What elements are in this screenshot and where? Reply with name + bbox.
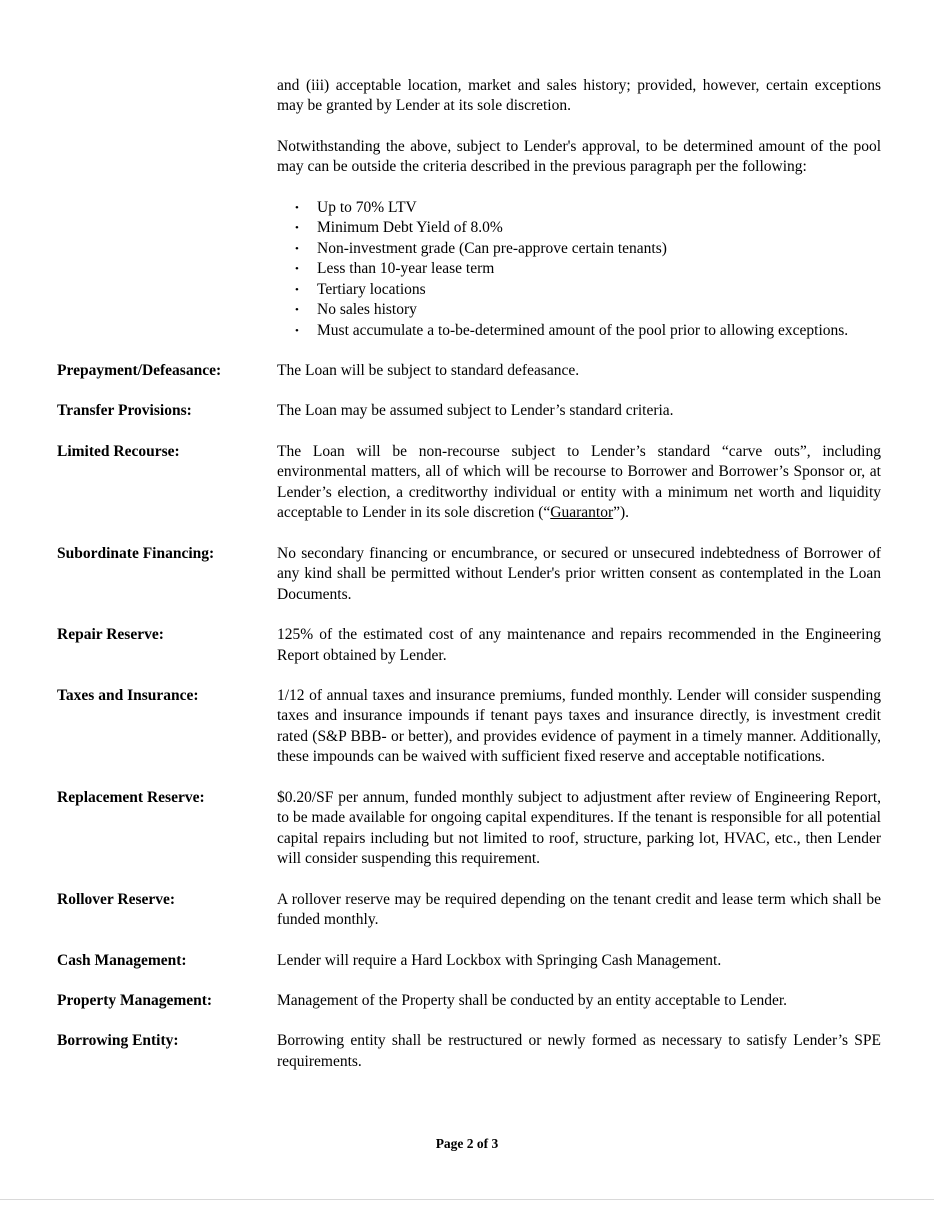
term-text xyxy=(277,442,881,524)
bullet-icon: • xyxy=(295,242,299,255)
list-item xyxy=(277,198,881,218)
term-text: Management of the Property shall be conducted by an entity acceptable to Lender. xyxy=(277,991,788,1009)
term-label: Subordinate Financing: xyxy=(57,544,215,562)
list-item-text: Less than 10-year lease term xyxy=(317,260,495,278)
continuation-text-column xyxy=(277,76,881,341)
term-row-borrowing-entity xyxy=(57,1031,881,1072)
guarantor-defined-term: Guarantor xyxy=(550,504,614,522)
term-text: The Loan will be subject to standard defeasance. xyxy=(277,361,580,379)
term-text: Lender will require a Hard Lockbox with Springing Cash Management. xyxy=(277,951,722,969)
term-row-replacement-reserve xyxy=(57,788,881,870)
term-row-property-management xyxy=(57,991,881,1011)
term-text: A rollover reserve may be required depending on the tenant credit and lease term which shall be funded monthly. xyxy=(277,890,881,929)
term-row-transfer-provisions xyxy=(57,401,881,421)
continuation-block xyxy=(57,76,881,341)
bullet-icon: • xyxy=(295,263,299,276)
term-row-rollover-reserve xyxy=(57,890,881,931)
term-text-suffix: ”). xyxy=(613,504,630,522)
list-item xyxy=(277,239,881,259)
list-item-text: Up to 70% LTV xyxy=(317,198,417,216)
term-text: The Loan may be assumed subject to Lender’s standard criteria. xyxy=(277,402,674,420)
list-item-text: Minimum Debt Yield of 8.0% xyxy=(317,219,503,237)
list-item xyxy=(277,321,881,341)
bullet-icon: • xyxy=(295,304,299,317)
list-item xyxy=(277,280,881,300)
term-text: No secondary financing or encumbrance, or secured or unsecured indebtedness of Borrower of any kind shall be permitted without Lender's prior written consent as contemplated in the Loan Documents. xyxy=(277,544,881,603)
page-bottom-edge xyxy=(0,1199,934,1200)
term-text: 1/12 of annual taxes and insurance premiums, funded monthly. Lender will consider suspending taxes and insurance impounds if tenant pays taxes and insurance directly, is investment credit rated (S&P BBB- or better), and provides evidence of payment in a timely manner. Additionally, these impounds can be waived with sufficient fixed reserve and acceptable notifications. xyxy=(277,686,881,766)
term-label: Borrowing Entity: xyxy=(57,1032,179,1050)
term-text: $0.20/SF per annum, funded monthly subject to adjustment after review of Engineering Report, to be made available for ongoing capital expenditures. If the tenant is responsible for all potential capital repairs including but not limited to roof, structure, parking lot, HVAC, etc., then Lender will consider suspending this requirement. xyxy=(277,788,881,868)
list-item xyxy=(277,218,881,238)
term-label: Replacement Reserve: xyxy=(57,788,205,806)
term-row-taxes-and-insurance xyxy=(57,686,881,768)
list-item xyxy=(277,300,881,320)
bullet-icon: • xyxy=(295,324,299,337)
bullet-icon: • xyxy=(295,222,299,235)
bullet-icon: • xyxy=(295,283,299,296)
term-text-prefix: The Loan will be non-recourse subject to Lender’s standard “carve outs”, including environmental matters, all of which will be recourse to Borrower and Borrower’s Sponsor or, at Lender’s election, a creditworthy individual or entity with a minimum net worth and liquidity acceptable to Lender in its sole discretion (“ xyxy=(277,442,881,522)
paragraph-notwithstanding: Notwithstanding the above, subject to Lender's approval, to be determined amount of the pool may can be outside the criteria described in the previous paragraph per the following: xyxy=(277,137,881,176)
list-item-text: Non-investment grade (Can pre-approve certain tenants) xyxy=(317,239,667,257)
page-footer xyxy=(0,1136,934,1152)
term-label: Limited Recourse: xyxy=(57,442,180,460)
term-label: Repair Reserve: xyxy=(57,626,164,644)
paragraph-eligibility-continuation: and (iii) acceptable location, market and sales history; provided, however, certain exceptions may be granted by Lender at its sole discretion. xyxy=(277,77,881,115)
list-item-text: Must accumulate a to-be-determined amount of the pool prior to allowing exceptions. xyxy=(317,321,849,339)
term-row-repair-reserve xyxy=(57,625,881,666)
list-item-text: No sales history xyxy=(317,301,417,319)
term-row-prepayment-defeasance xyxy=(57,361,881,381)
list-item xyxy=(277,259,881,279)
page-number: Page 2 of 3 xyxy=(435,1136,499,1151)
exceptions-list xyxy=(277,198,881,341)
term-label: Rollover Reserve: xyxy=(57,890,176,908)
term-label: Property Management: xyxy=(57,991,213,1009)
term-label: Taxes and Insurance: xyxy=(57,686,199,704)
bullet-icon: • xyxy=(295,201,299,214)
term-label: Prepayment/Defeasance: xyxy=(57,361,222,379)
term-text: Borrowing entity shall be restructured or newly formed as necessary to satisfy Lender’s SPE requirements. xyxy=(277,1032,881,1070)
term-row-limited-recourse xyxy=(57,442,881,524)
term-label: Transfer Provisions: xyxy=(57,402,192,420)
term-label: Cash Management: xyxy=(57,951,187,969)
list-item-text: Tertiary locations xyxy=(317,280,426,298)
empty-label-column xyxy=(57,76,277,341)
term-row-subordinate-financing xyxy=(57,544,881,605)
term-row-cash-management xyxy=(57,951,881,971)
term-text: 125% of the estimated cost of any maintenance and repairs recommended in the Engineering Report obtained by Lender. xyxy=(277,626,881,664)
